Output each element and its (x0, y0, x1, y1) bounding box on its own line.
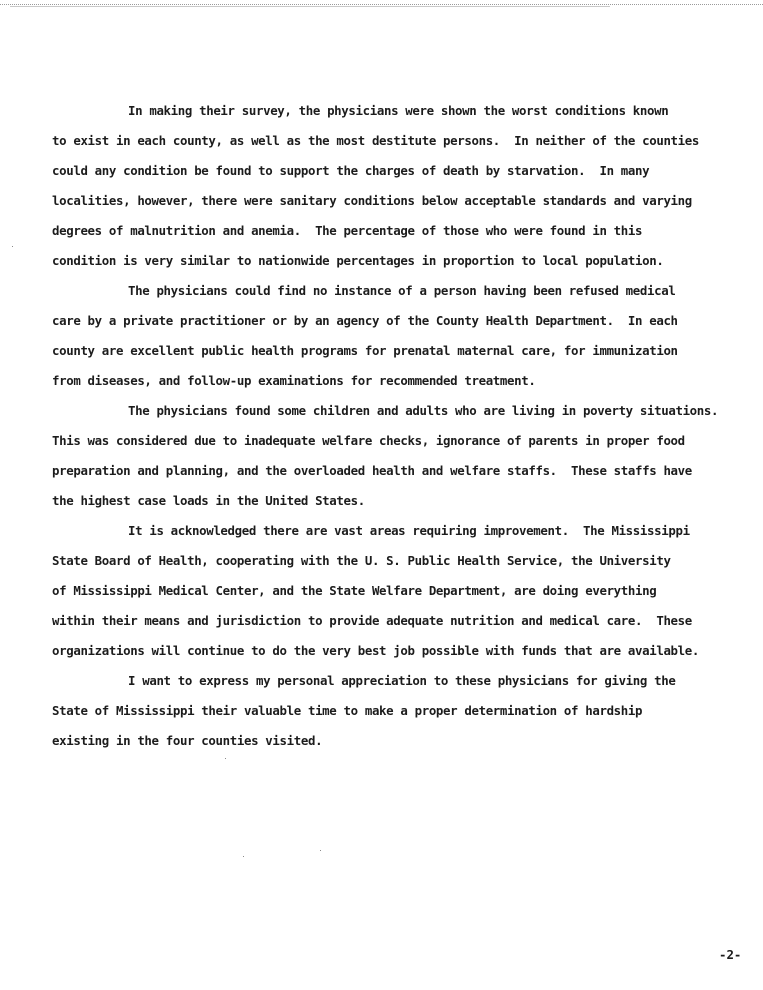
paragraph-5-line-2: State of Mississippi their valuable time to make a proper determination of hardship (52, 703, 643, 718)
paragraph-2-line-3: county are excellent public health programs for prenatal maternal care, for immunization (52, 343, 678, 358)
paragraph-5-line-3: existing in the four counties visited. (52, 733, 323, 748)
paragraph-4-line-2: State Board of Health, cooperating with the U. S. Public Health Service, the University (52, 553, 671, 568)
paragraph-3-line-4: the highest case loads in the United States. (52, 493, 365, 508)
page-top-rule (10, 6, 610, 7)
paragraph-1-line-2: to exist in each county, as well as the most destitute persons. In neither of the counties (52, 133, 699, 148)
paragraph-5-line-1: I want to express my personal appreciation to these physicians for giving the (128, 673, 676, 688)
paragraph-3-line-3: preparation and planning, and the overloaded health and welfare staffs. These staffs have (52, 463, 692, 478)
paragraph-4-line-3: of Mississippi Medical Center, and the State Welfare Department, are doing everything (52, 583, 657, 598)
paragraph-1-line-3: could any condition be found to support the charges of death by starvation. In many (52, 163, 650, 178)
paragraph-4-line-1: It is acknowledged there are vast areas requiring improvement. The Mississippi (128, 523, 690, 538)
paragraph-4-line-5: organizations will continue to do the very best job possible with funds that are available. (52, 643, 699, 658)
scan-speck (243, 856, 244, 857)
paragraph-1-line-5: degrees of malnutrition and anemia. The percentage of those who were found in this (52, 223, 643, 238)
paragraph-2-line-4: from diseases, and follow-up examinations for recommended treatment. (52, 373, 536, 388)
page-top-edge (0, 4, 763, 5)
paragraph-1-line-6: condition is very similar to nationwide percentages in proportion to local population. (52, 253, 664, 268)
paragraph-3-line-1: The physicians found some children and adults who are living in poverty situations. (128, 403, 719, 418)
scan-speck (225, 758, 226, 759)
page-number: -2- (719, 947, 742, 962)
paragraph-1-line-4: localities, however, there were sanitary conditions below acceptable standards and varying (52, 193, 692, 208)
paragraph-4-line-4: within their means and jurisdiction to provide adequate nutrition and medical care. These (52, 613, 692, 628)
document-body (52, 96, 752, 756)
scan-speck (12, 246, 13, 247)
paragraph-2-line-2: care by a private practitioner or by an agency of the County Health Department. In each (52, 313, 678, 328)
paragraph-1-line-1: In making their survey, the physicians were shown the worst conditions known (128, 103, 669, 118)
paragraph-2-line-1: The physicians could find no instance of a person having been refused medical (128, 283, 676, 298)
paragraph-3-line-2: This was considered due to inadequate welfare checks, ignorance of parents in proper food (52, 433, 685, 448)
scan-speck (320, 850, 321, 851)
